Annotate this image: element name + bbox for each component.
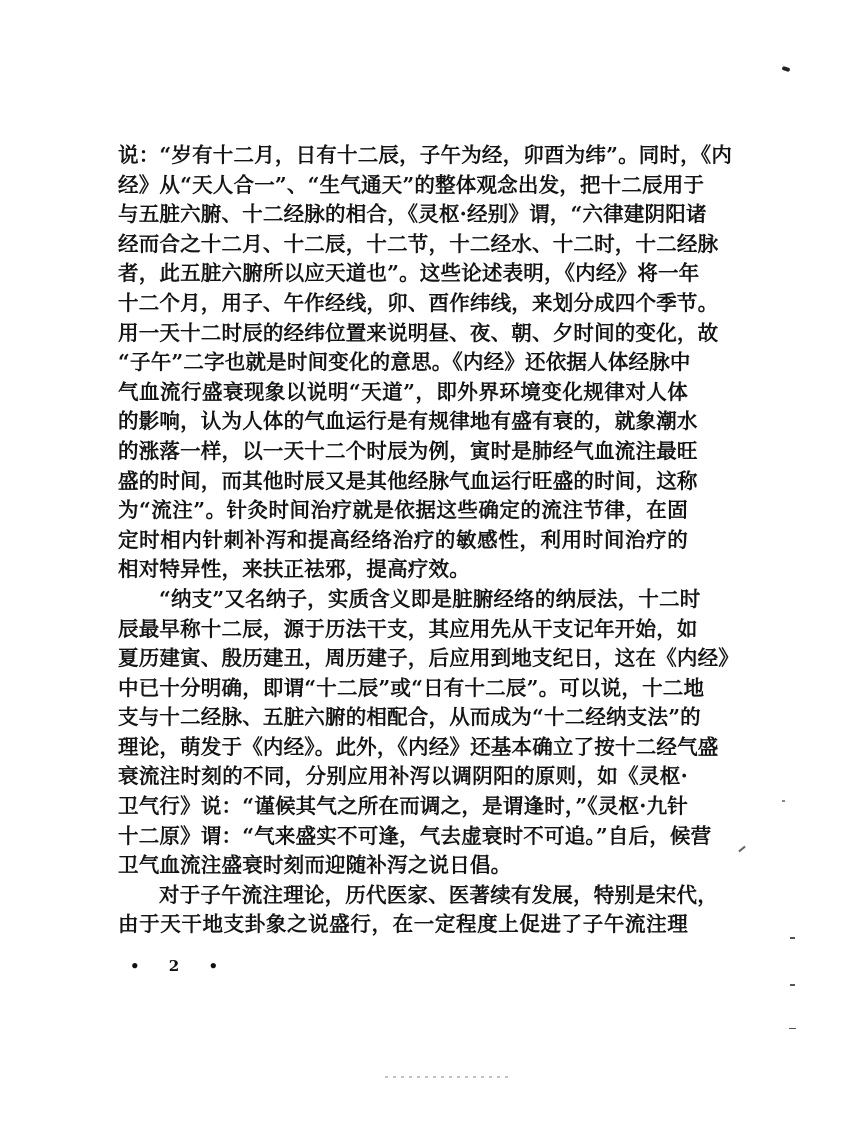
text-line: 夏历建寅、殷历建丑，周历建子，后应用到地支纪日，这在《内经》 — [118, 646, 739, 671]
scan-speck — [789, 1028, 796, 1029]
scan-speck — [790, 937, 795, 939]
scan-speck — [738, 846, 745, 853]
text-line: 与五脏六腑、十二经脉的相合，《灵枢·经别》谓，“六律建阴阳诸 — [118, 202, 707, 227]
text-line: 衰流注时刻的不同，分别应用补泻以调阴阳的原则，如《灵枢· — [118, 764, 688, 789]
text-line: 气血流行盛衰现象以说明“天道”，即外界环境变化规律对人体 — [118, 379, 688, 404]
text-line: 为“流注”。针灸时间治疗就是依据这些确定的流注节律，在固 — [118, 498, 688, 523]
text-line: 十二个月，用子、午作经线，卯、酉作纬线，来划分成四个季节。 — [118, 290, 719, 315]
text-line: 者，此五脏六腑所以应天道也”。这些论述表明，《内经》将一年 — [118, 261, 700, 286]
text-line: 的影响，认为人体的气血运行是有规律地有盛有衰的，就象潮水 — [118, 409, 698, 434]
text-line: 经而合之十二月、十二辰，十二节，十二经水、十二时，十二经脉 — [118, 231, 719, 256]
page-number: • 2 • — [130, 957, 231, 975]
text-line: 十二原》谓：“气来盛实不可逢，气去虚衰时不可追。”自后，候营 — [118, 823, 712, 848]
text-line: 盛的时间，而其他时辰又是其他经脉气血运行旺盛的时间，这称 — [118, 468, 698, 493]
text-line: 理论，萌发于《内经》。此外，《内经》还基本确立了按十二经气盛 — [118, 734, 719, 759]
text-line: 经》从“天人合一”、“生气通天”的整体观念出发，把十二辰用于 — [118, 172, 705, 197]
text-line: 卫气行》说：“谨候其气之所在而调之，是谓逢时，”《灵枢·九针 — [118, 794, 688, 819]
text-line: 中已十分明确，即谓“十二辰”或“日有十二辰”。可以说，十二地 — [118, 675, 705, 700]
text-line: “子午”二字也就是时间变化的意思。《内经》还依据人体经脉中 — [118, 350, 691, 375]
body-text — [118, 141, 739, 940]
text-line: 卫气血流注盛衰时刻而迎随补泻之说日倡。 — [118, 853, 512, 878]
text-line: 定时相内针刺补泻和提高经络治疗的敏感性，利用时间治疗的 — [118, 527, 688, 552]
scan-speck — [782, 66, 791, 72]
text-line: 支与十二经脉、五脏六腑的相配合，从而成为“十二经纳支法”的 — [118, 705, 701, 730]
text-line: 的涨落一样，以一天十二个时辰为例，寅时是肺经气血流注最旺 — [118, 438, 698, 463]
text-line: 说：“岁有十二月，日有十二辰，子午为经，卯酉为纬”。同时，《内 — [118, 143, 733, 167]
text-line: “纳支”又名纳子，实质含义即是脏腑经络的纳辰法，十二时 — [159, 586, 701, 611]
scan-noise — [385, 1076, 510, 1078]
text-line: 对于子午流注理论，历代医家、医著续有发展，特别是宋代， — [159, 882, 718, 907]
text-line: 辰最早称十二辰，源于历法干支，其应用先从干支记年开始，如 — [118, 616, 698, 641]
text-line: 相对特异性，来扶正祛邪，提高疗效。 — [118, 557, 470, 582]
text-line: 由于天干地支卦象之说盛行，在一定程度上促进了子午流注理 — [118, 912, 688, 937]
scan-speck — [782, 800, 785, 802]
text-line: 用一天十二时辰的经纬位置来说明昼、夜、朝、夕时间的变化，故 — [118, 320, 719, 345]
scan-speck — [790, 984, 795, 986]
